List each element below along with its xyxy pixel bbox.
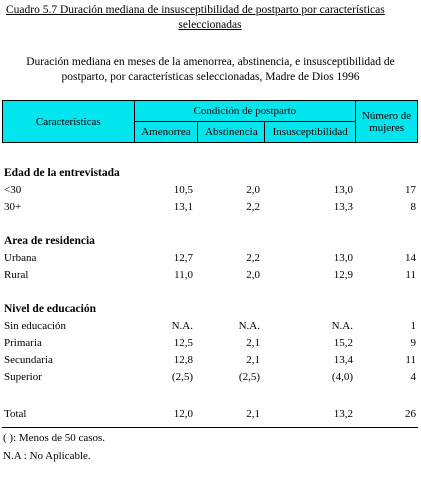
cell-amenorrea: 12,5 [173,337,193,349]
table-subtitle [4,55,417,85]
table-row [2,352,418,369]
header-caracteristicas: Características [3,101,135,143]
table-row [2,199,418,216]
row-label: Rural [4,269,29,281]
section-title-educacion [2,301,418,318]
header-numero-line-2: mujeres [369,121,404,134]
cell-abstinencia: 2,0 [246,269,260,281]
table-body [2,165,418,423]
section-label: Edad de la entrevistada [4,167,120,179]
cell-amenorrea: N.A. [171,320,193,332]
table-row [2,250,418,267]
row-label: Secundaria [4,354,53,366]
header-amenorrea: Amenorrea [134,122,198,143]
cell-amenorrea: 12,0 [173,408,193,420]
footnote-2: N.A : No Aplicable. [3,450,91,462]
row-label: Superior [4,371,42,383]
table-title [6,3,414,33]
table-header [2,100,418,143]
cell-numero-mujeres: 11 [405,269,416,281]
header-insusceptibilidad: Insusceptibilidad [265,122,356,143]
subtitle-line-2: postparto, por características seleccionadas, Madre de Dios 1996 [61,71,360,83]
cell-insusceptibilidad: 13,4 [333,354,353,366]
table-row [2,369,418,386]
cell-amenorrea: (2,5) [171,371,193,383]
cell-abstinencia: 2,0 [246,184,260,196]
subtitle-line-1: Duración mediana en meses de la amenorrea, abstinencia, e insusceptibilidad de [26,56,395,68]
spacer [2,216,418,233]
cell-insusceptibilidad: 15,2 [333,337,353,349]
title-line-1: Cuadro 5.7 Duración mediana de insusceptibilidad de postparto por características [6,4,385,16]
table-row [2,318,418,335]
section-title-area [2,233,418,250]
row-label: Sin educación [4,320,67,332]
cell-abstinencia: 2,2 [246,252,260,264]
cell-numero-mujeres: 26 [405,408,416,420]
cell-insusceptibilidad: 13,0 [333,184,353,196]
row-label: 30+ [4,201,22,213]
section-label: Area de residencia [4,235,95,247]
cell-amenorrea: 12,8 [173,354,193,366]
header-numero-line-1: Número de [361,109,412,122]
cell-abstinencia: 2,2 [246,201,260,213]
row-label: Total [4,408,27,420]
cell-amenorrea: 10,5 [173,184,193,196]
table-bottom-rule [2,427,418,428]
cell-numero-mujeres: 4 [410,371,416,383]
cell-abstinencia: N.A. [238,320,260,332]
cell-insusceptibilidad: (4,0) [331,371,353,383]
spacer [2,386,418,406]
cell-abstinencia: 2,1 [246,408,260,420]
cell-numero-mujeres: 14 [405,252,416,264]
row-label: Primaria [4,337,42,349]
cell-insusceptibilidad: 13,2 [333,408,353,420]
cell-insusceptibilidad: 13,3 [333,201,353,213]
cell-abstinencia: 2,1 [246,337,260,349]
cell-numero-mujeres: 17 [405,184,416,196]
cell-numero-mujeres: 9 [410,337,416,349]
cell-amenorrea: 13,1 [173,201,193,213]
title-line-2: seleccionadas [178,19,242,31]
cell-amenorrea: 12,7 [173,252,193,264]
cell-insusceptibilidad: N.A. [331,320,353,332]
total-row [2,406,418,423]
table-row [2,335,418,352]
cell-abstinencia: 2,1 [246,354,260,366]
cell-insusceptibilidad: 13,0 [333,252,353,264]
cell-numero-mujeres: 11 [405,354,416,366]
section-label: Nivel de educación [4,303,96,315]
footnote-1: ( ): Menos de 50 casos. [3,432,106,444]
section-title-edad [2,165,418,182]
cell-numero-mujeres: 1 [410,320,416,332]
cell-insusceptibilidad: 12,9 [333,269,353,281]
header-numero-mujeres [356,101,418,143]
cell-numero-mujeres: 8 [410,201,416,213]
header-condicion-postparto: Condición de postparto [134,101,356,122]
header-abstinencia: Abstinencia [198,122,265,143]
table-row [2,182,418,199]
row-label: Urbana [4,252,37,264]
table-row [2,267,418,284]
spacer [2,284,418,301]
cell-abstinencia: (2,5) [238,371,260,383]
cell-amenorrea: 11,0 [174,269,193,281]
row-label: <30 [4,184,22,196]
